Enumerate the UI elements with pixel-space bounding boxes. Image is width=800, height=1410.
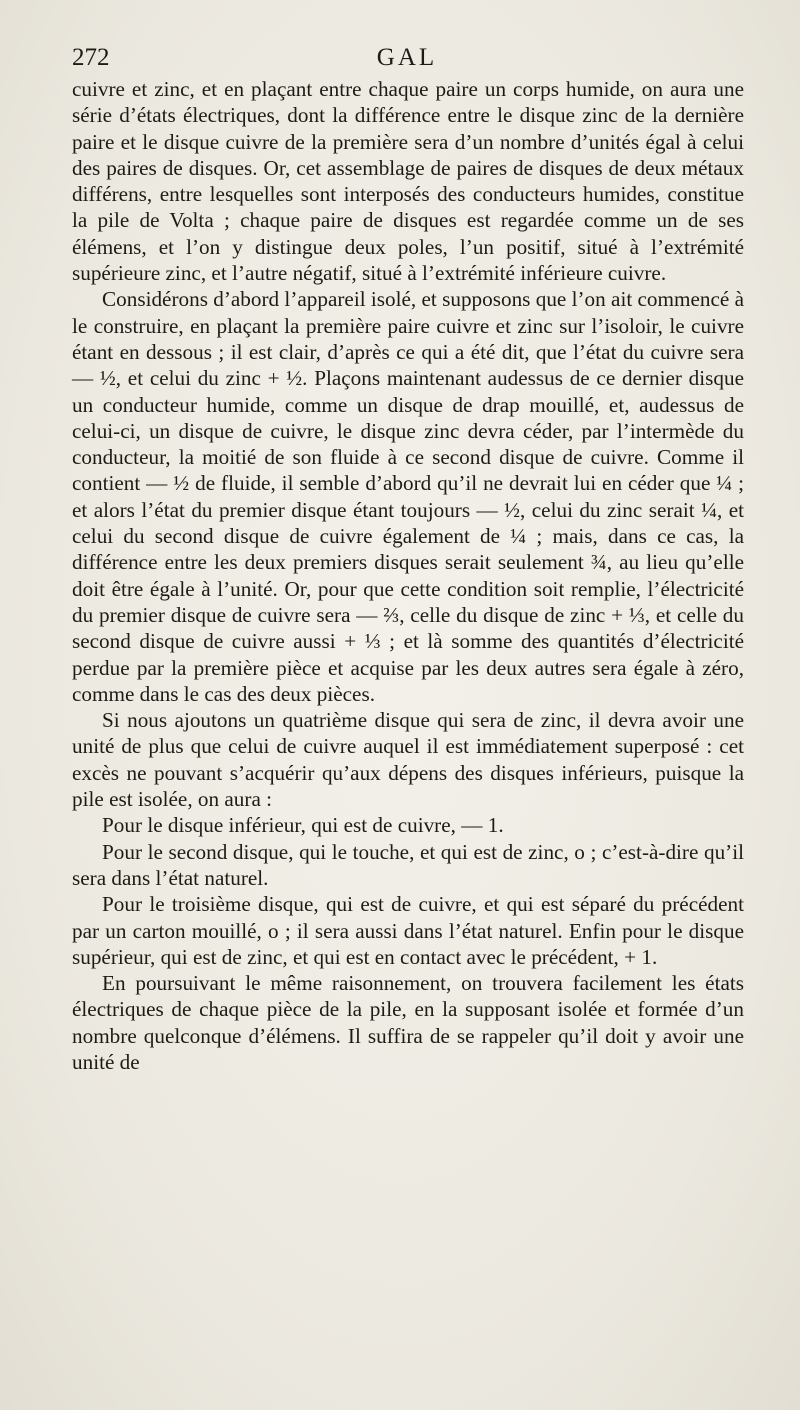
paragraph-continuation: cuivre et zinc, et en plaçant entre chaque paire un corps humide, on aura une série d’états électriques, dont la différence entre le disque zinc de la dernière paire et le disque cuivre de la première sera d’un nombre d’unités égal à celui des paires de disques. Or, cet assemblage de paires de disques de deux métaux différens, entre lesquelles sont interposés des conducteurs humides, constitue la pile de Volta ; chaque paire de disques est regardée comme un de ses élémens, et l’on y distingue deux poles, l’un positif, situé à l’extrémité supérieure zinc, et l’autre négatif, situé à l’extrémité inférieure cuivre.	[72, 77, 744, 286]
paragraph-troisieme-disque: Pour le troisième disque, qui est de cuivre, et qui est séparé du précédent par un carton mouillé, o ; il sera aussi dans l’état naturel. Enfin pour le disque supérieur, qui est de zinc, et qui est en contact avec le précédent, + 1.	[72, 892, 744, 969]
page-header	[72, 40, 742, 76]
paragraph-quatrieme-disque: Si nous ajoutons un quatrième disque qui sera de zinc, il devra avoir une unité de plus que celui de cuivre auquel il est immédiatement superposé : cet excès ne pouvant s’acquérir qu’aux dépens des disques inférieurs, puisque la pile est isolée, on aura :	[72, 708, 744, 812]
paragraph-en-poursuivant: En poursuivant le même raisonnement, on trouvera facilement les états électriques de chaque pièce de la pile, en la supposant isolée et formée d’un nombre quelconque d’élémens. Il suffira de se rappeler qu’il doit y avoir une unité de	[72, 971, 744, 1074]
paragraph-disque-inferieur: Pour le disque inférieur, qui est de cuivre, — 1.	[102, 813, 504, 838]
paragraph-considerons: Considérons d’abord l’appareil isolé, et supposons que l’on ait commencé à le construire, en plaçant la première paire cuivre et zinc sur l’isoloir, le cuivre étant en dessous ; il est clair, d’après ce qui a été dit, que l’état du cuivre sera — ½, et celui du zinc + ½. Plaçons maintenant audessus de ce dernier disque un conducteur humide, comme un disque de drap mouillé, et, audessus de celui-ci, un disque de cuivre, le disque zinc devra céder, par l’intermède du conducteur, la moitié de son fluide à ce second disque de cuivre. Comme il contient — ½ de fluide, il semble d’abord qu’il ne devrait lui en céder que ¼ ; et alors l’état du premier disque étant toujours — ½, celui du zinc serait ¼, et celui du second disque de cuivre également de ¼ ; mais, dans ce cas, la différence entre les deux premiers disques serait seulement ¾, au lieu qu’elle doit être égale à l’unité. Or, pour que cette condition soit remplie, l’électricité du premier disque de cuivre sera — ⅔, celle du disque de zinc + ⅓, et celle du second disque de cuivre aussi + ⅓ ; et là somme des quantités d’électricité perdue par la première pièce et acquise par les deux autres sera égale à zéro, comme dans le cas des deux pièces.	[72, 287, 744, 706]
running-head: GAL	[376, 44, 438, 71]
page-number: 272	[72, 44, 110, 71]
paragraph-second-disque: Pour le second disque, qui le touche, et qui est de zinc, o ; c’est-à-dire qu’il sera dans l’état naturel.	[72, 839, 744, 890]
body-text	[72, 76, 744, 1075]
